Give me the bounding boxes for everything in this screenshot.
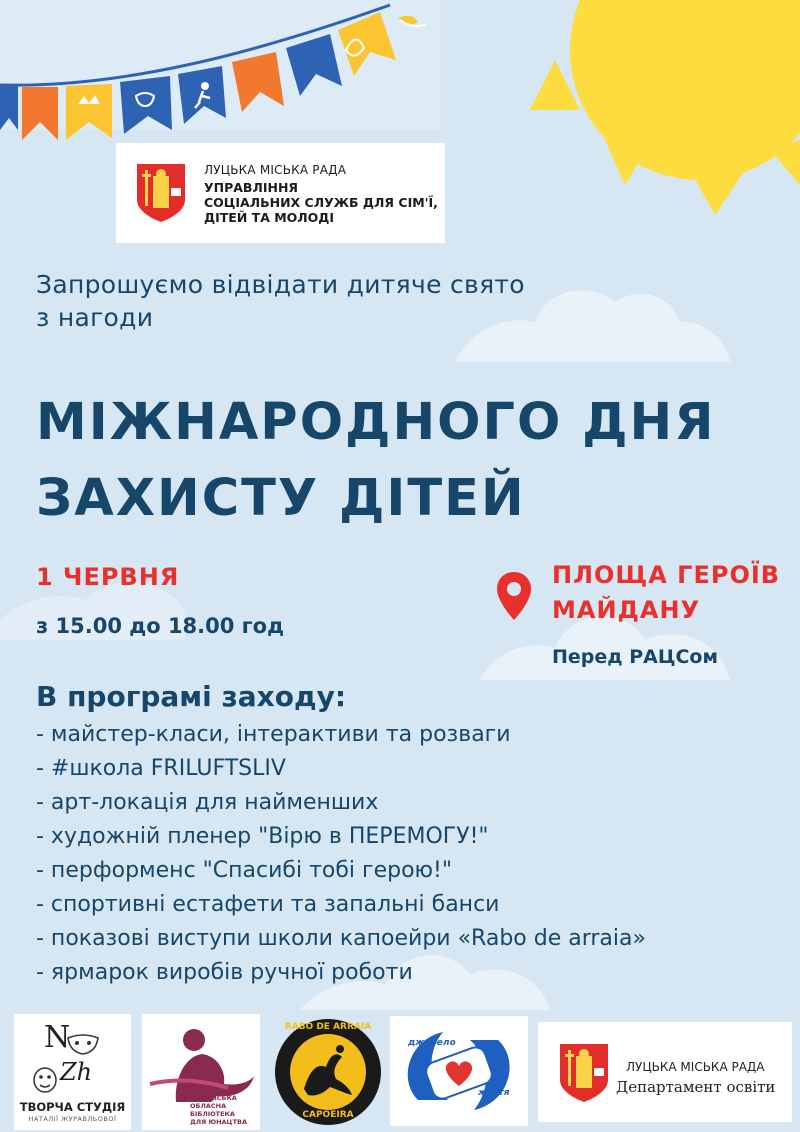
dzherelo-name: джерело — [408, 1038, 456, 1048]
department-line: УПРАВЛІННЯ — [204, 180, 299, 195]
capoeira-logo — [272, 1014, 382, 1130]
invitation-text — [36, 268, 636, 334]
title-line: МІЖНАРОДНОГО ДНЯ — [36, 393, 716, 452]
library-name-line: ОБЛАСНА БІБЛІОТЕКА — [190, 1102, 235, 1118]
studio-subtitle: НАТАЛІЇ ЖУРАВЛЬОВОЇ — [28, 1115, 117, 1123]
lutsk-coat-of-arms-icon — [558, 1042, 610, 1104]
program-heading: В програмі заходу: — [36, 680, 347, 713]
program-item: - показові виступи школи капоейри «Rabo de arraia» — [36, 926, 646, 951]
invitation-line: Запрошуємо відвідати дитяче свято — [36, 270, 525, 299]
education-department-logo — [538, 1022, 792, 1122]
program-item: - спортивні естафети та запальні банси — [36, 892, 500, 917]
event-title — [36, 385, 776, 537]
department-name — [204, 180, 439, 225]
location-note: Перед РАЦСом — [552, 646, 719, 668]
theatre-mask-icon — [66, 1034, 100, 1056]
capoeira-subtitle: CAPOEIRA — [302, 1110, 354, 1120]
program-item: - арт-локація для найменших — [36, 790, 379, 815]
title-line: ЗАХИСТУ ДІТЕЙ — [36, 469, 526, 528]
location-line: МАЙДАНУ — [552, 596, 701, 624]
dzherelo-zhyttia-logo — [390, 1016, 528, 1126]
location-pin-icon — [497, 572, 531, 620]
program-item: - перформенс "Спасибі тобі герою!" — [36, 858, 452, 883]
bunting-flag — [66, 84, 112, 140]
studio-name: ТВОРЧА СТУДІЯ — [19, 1100, 126, 1114]
dzherelo-name: життя — [478, 1088, 510, 1098]
bunting-flag — [22, 87, 58, 140]
department-line: СОЦІАЛЬНИХ СЛУЖБ ДЛЯ СІМ'Ї, — [204, 195, 438, 210]
partner-logos — [0, 1012, 800, 1132]
event-time: з 15.00 до 18.00 год — [36, 614, 285, 638]
event-location — [552, 558, 780, 628]
program-item: - ярмарок виробів ручної роботи — [36, 960, 413, 985]
studio-initials: Zh — [60, 1058, 93, 1086]
program-item: - художній пленер "Вірю в ПЕРЕМОГУ!" — [36, 824, 489, 849]
library-logo — [142, 1014, 260, 1130]
program-list — [36, 718, 646, 990]
theatre-mask-icon — [32, 1066, 58, 1094]
council-name: ЛУЦЬКА МІСЬКА РАДА — [204, 163, 347, 177]
lutsk-coat-of-arms-icon — [135, 162, 187, 224]
sun-ray — [690, 170, 745, 215]
library-name — [190, 1094, 258, 1126]
organizer-header-card — [116, 143, 445, 243]
department-line: ДІТЕЙ ТА МОЛОДІ — [204, 210, 335, 225]
reading-figure-icon — [146, 1022, 256, 1102]
studio-initials: N — [44, 1020, 71, 1055]
sun-icon — [570, 0, 800, 180]
runner-icon — [201, 82, 209, 90]
council-name: ЛУЦЬКА МІСЬКА РАДА — [626, 1060, 765, 1074]
education-department-name: Департамент освіти — [616, 1078, 776, 1096]
location-line: ПЛОЩА ГЕРОЇВ — [552, 561, 781, 589]
program-item: - майстер-класи, інтерактиви та розваги — [36, 722, 511, 747]
hands-heart-icon — [398, 1020, 520, 1122]
program-item: - #школа FRILUFTSLIV — [36, 756, 286, 781]
invitation-line: з нагоди — [36, 303, 154, 332]
capoeira-name: RABO DE ARRAIA — [284, 1022, 372, 1032]
library-name-line: ВОЛИНСЬКА — [190, 1094, 237, 1102]
creative-studio-logo — [14, 1014, 131, 1130]
library-name-line: ДЛЯ ЮНАЦТВА — [190, 1118, 248, 1126]
event-date: 1 ЧЕРВНЯ — [36, 563, 180, 591]
